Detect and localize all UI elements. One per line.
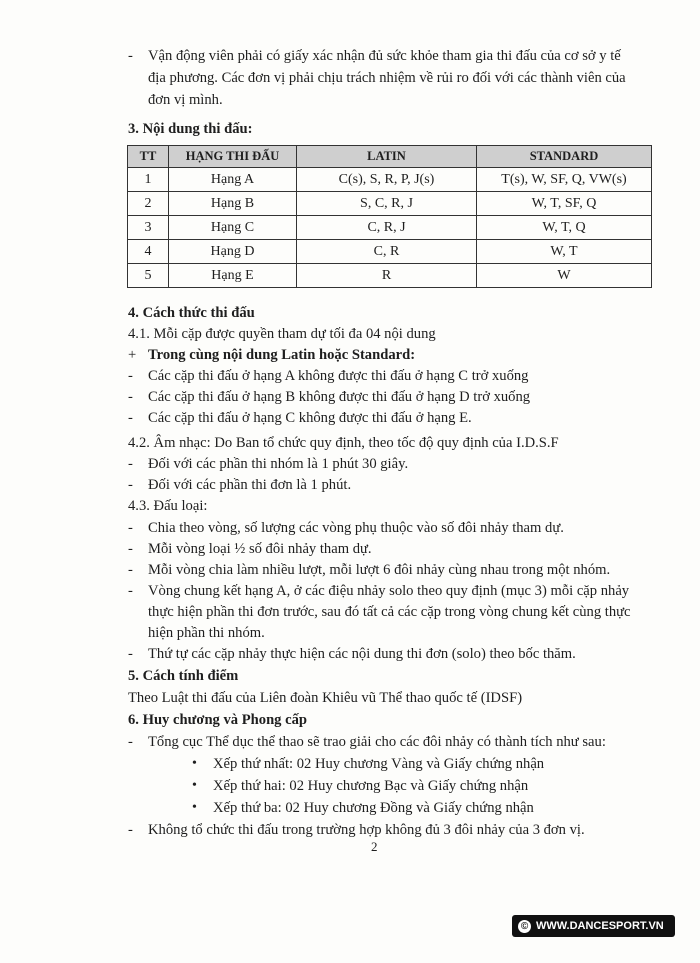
list-item: Đối với các phần thi nhóm là 1 phút 30 giây. xyxy=(148,456,409,472)
cell-standard: W, T, Q xyxy=(477,216,652,240)
list-item: Mỗi vòng loại ½ số đôi nhảy tham dự. xyxy=(148,541,372,557)
watermark-badge xyxy=(512,915,675,937)
intro-line-3: đơn vị mình. xyxy=(148,92,223,108)
dash-marker: - xyxy=(128,410,133,426)
dash-marker: - xyxy=(128,48,133,64)
dash-marker: - xyxy=(128,822,133,838)
dash-marker: - xyxy=(128,456,133,472)
table-row xyxy=(128,192,652,216)
cell-tt: 1 xyxy=(128,168,169,192)
cell-standard: T(s), W, SF, Q, VW(s) xyxy=(477,168,652,192)
section-6-heading: 6. Huy chương và Phong cấp xyxy=(128,712,308,728)
cell-standard: W, T xyxy=(477,240,652,264)
page-number: 2 xyxy=(371,839,378,854)
cell-hang: Hạng B xyxy=(169,192,297,216)
list-item: Các cặp thi đấu ở hạng B không được thi đấu ở hạng D trở xuống xyxy=(148,389,531,405)
dash-marker: - xyxy=(128,389,133,405)
cell-latin: S, C, R, J xyxy=(297,192,477,216)
table-row xyxy=(128,264,652,288)
cell-latin: C(s), S, R, P, J(s) xyxy=(297,168,477,192)
section-3-heading: 3. Nội dung thi đấu: xyxy=(128,121,253,137)
latin-standard-note: Trong cùng nội dung Latin hoặc Standard: xyxy=(148,347,416,363)
copyright-icon: © xyxy=(518,920,531,933)
dash-marker: - xyxy=(128,541,133,557)
list-item: Các cặp thi đấu ở hạng C không được thi đấu ở hạng E. xyxy=(148,410,472,426)
cell-hang: Hạng C xyxy=(169,216,297,240)
plus-marker: + xyxy=(128,347,137,363)
list-item: Các cặp thi đấu ở hạng A không được thi đấu ở hạng C trở xuống xyxy=(148,368,529,384)
competition-table xyxy=(127,145,652,288)
cancellation-note: Không tổ chức thi đấu trong trường hợp không đủ 3 đôi nhảy của 3 đơn vị. xyxy=(148,822,585,838)
section-5-heading: 5. Cách tính điểm xyxy=(128,668,239,684)
header-tt: TT xyxy=(128,146,169,168)
dash-marker: - xyxy=(128,583,133,599)
table-row xyxy=(128,216,652,240)
intro-line-1: Vận động viên phải có giấy xác nhận đủ sức khỏe tham gia thi đấu của cơ sở y tế xyxy=(148,48,621,64)
cell-tt: 2 xyxy=(128,192,169,216)
dash-marker: - xyxy=(128,646,133,662)
cell-tt: 3 xyxy=(128,216,169,240)
final-round-line-2: thực hiện phần thi đơn trước, sau đó tất cả các cặp trong vòng chung kết cùng thực xyxy=(148,604,631,620)
header-hang: HẠNG THI ĐẤU xyxy=(169,146,297,168)
cell-latin: R xyxy=(297,264,477,288)
bullet-icon: • xyxy=(192,800,197,815)
cell-hang: Hạng A xyxy=(169,168,297,192)
subsection-4-3: 4.3. Đấu loại: xyxy=(128,498,208,514)
award-item: Xếp thứ ba: 02 Huy chương Đồng và Giấy chứng nhận xyxy=(213,800,534,816)
dash-marker: - xyxy=(128,477,133,493)
watermark-site: WWW.DANCESPORT.VN xyxy=(536,920,664,932)
subsection-4-1: 4.1. Mỗi cặp được quyền tham dự tối đa 04 nội dung xyxy=(128,326,436,342)
scoring-text: Theo Luật thi đấu của Liên đoàn Khiêu vũ Thể thao quốc tế (IDSF) xyxy=(128,690,523,706)
cell-standard: W xyxy=(477,264,652,288)
bullet-icon: • xyxy=(192,756,197,771)
cell-hang: Hạng E xyxy=(169,264,297,288)
dash-marker: - xyxy=(128,734,133,750)
list-item: Chia theo vòng, số lượng các vòng phụ thuộc vào số đôi nhảy tham dự. xyxy=(148,520,564,536)
cell-hang: Hạng D xyxy=(169,240,297,264)
table-row xyxy=(128,240,652,264)
cell-latin: C, R xyxy=(297,240,477,264)
section-4-heading: 4. Cách thức thi đấu xyxy=(128,305,255,321)
table-row xyxy=(128,168,652,192)
dash-marker: - xyxy=(128,520,133,536)
dash-marker: - xyxy=(128,562,133,578)
list-item: Đối với các phần thi đơn là 1 phút. xyxy=(148,477,352,493)
cell-latin: C, R, J xyxy=(297,216,477,240)
subsection-4-2: 4.2. Âm nhạc: Do Ban tổ chức quy định, theo tốc độ quy định của I.D.S.F xyxy=(128,435,559,451)
award-item: Xếp thứ nhất: 02 Huy chương Vàng và Giấy chứng nhận xyxy=(213,756,545,772)
list-item: Mỗi vòng chia làm nhiều lượt, mỗi lượt 6 đôi nhảy cùng nhau trong một nhóm. xyxy=(148,562,611,578)
dash-marker: - xyxy=(128,368,133,384)
table-header-row xyxy=(128,146,652,168)
cell-tt: 5 xyxy=(128,264,169,288)
bullet-icon: • xyxy=(192,778,197,793)
final-round-line-3: hiện phần thi nhóm. xyxy=(148,625,265,641)
header-latin: LATIN xyxy=(297,146,477,168)
final-round-line-1: Vòng chung kết hạng A, ở các điệu nhảy solo theo quy định (mục 3) mỗi cặp nhảy xyxy=(148,583,630,599)
intro-line-2: địa phương. Các đơn vị phải chịu trách nhiệm về rủi ro đối với các thành viên của xyxy=(148,70,626,86)
award-item: Xếp thứ hai: 02 Huy chương Bạc và Giấy chứng nhận xyxy=(213,778,529,794)
cell-tt: 4 xyxy=(128,240,169,264)
solo-order-line: Thứ tự các cặp nhảy thực hiện các nội dung thi đơn (solo) theo bốc thăm. xyxy=(148,646,576,662)
cell-standard: W, T, SF, Q xyxy=(477,192,652,216)
header-standard: STANDARD xyxy=(477,146,652,168)
awards-intro: Tổng cục Thể dục thể thao sẽ trao giải cho các đôi nhảy có thành tích như sau: xyxy=(148,734,606,750)
